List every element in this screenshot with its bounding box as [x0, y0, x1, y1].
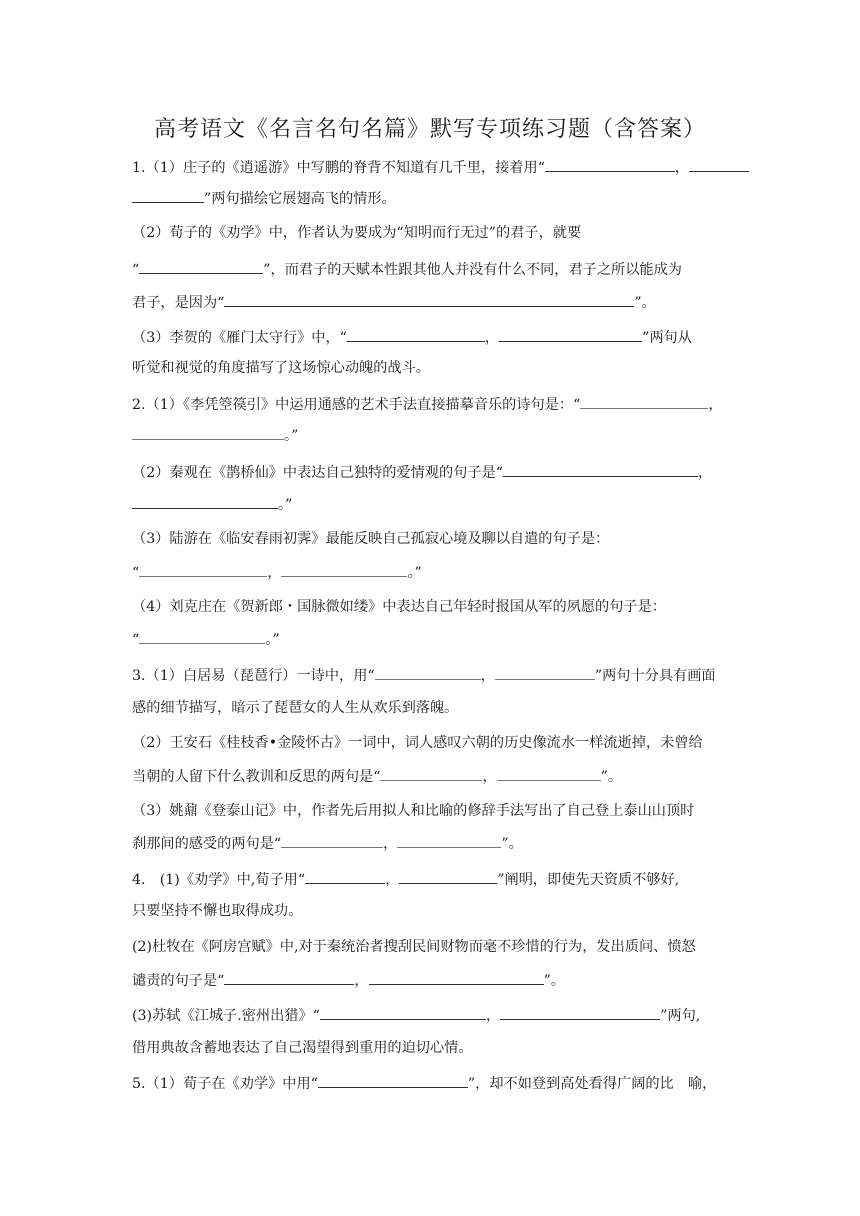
question-text: 当朝的人留下什么教训和反思的两句是“ — [132, 769, 381, 785]
question-text: 谴责的句子是“ — [132, 973, 225, 989]
question-text: ， — [354, 973, 369, 989]
question-line — [132, 425, 298, 446]
question-text: （2）王安石《桂枝香•金陵怀古》一词中，词人感叹六朝的历史像流水一样流逝掉，未曾给 — [132, 735, 703, 751]
answer-blank[interactable] — [132, 188, 204, 203]
question-text: 5.（1）荀子在《劝学》中用“ — [132, 1076, 318, 1092]
answer-blank[interactable] — [545, 157, 675, 172]
answer-blank[interactable] — [139, 629, 265, 644]
question-text: 只要坚持不懈也取得成功。 — [132, 903, 303, 919]
answer-blank[interactable] — [380, 766, 482, 781]
question-line — [132, 292, 656, 313]
question-line — [132, 733, 703, 753]
question-line — [132, 394, 723, 415]
answer-blank[interactable] — [369, 970, 544, 985]
answer-blank[interactable] — [503, 462, 698, 477]
question-text: 1.（1）庄子的《逍遥游》中写鹏的脊背不知道有几千里，接着用“ — [132, 160, 545, 176]
question-text: (3)苏轼《江城子.密州出猎》“ — [132, 1008, 320, 1024]
question-text: 。” — [284, 428, 299, 444]
question-text: 听觉和视觉的角度描写了这场惊心动魄的战斗。 — [132, 360, 430, 376]
question-text: “ — [132, 632, 140, 648]
question-line — [132, 327, 692, 348]
question-text: ”。 — [543, 973, 566, 989]
question-text: “ — [132, 262, 140, 278]
question-text: （3）李贺的《雁门太守行》中，“ — [132, 330, 347, 346]
answer-blank[interactable] — [281, 562, 407, 577]
question-text: （3）姚鼐《登泰山记》中，作者先后用拟人和比喻的修辞手法写出了自己登上泰山山顶时 — [132, 803, 695, 819]
answer-blank[interactable] — [689, 157, 749, 172]
question-text: （4）刘克庄在《贺新郎・国脉微如缕》中表达自己年轻时报国从军的夙愿的句子是： — [132, 599, 666, 615]
question-text: 感的细节描写，暗示了琵琶女的人生从欢乐到落魄。 — [132, 700, 459, 716]
question-text: ， — [484, 330, 500, 346]
question-text: 。” — [265, 632, 280, 648]
answer-blank[interactable] — [139, 562, 267, 577]
question-text: ”阐明，即使先天资质不够好, — [497, 872, 680, 888]
question-text: 君子，是因为“ — [132, 295, 225, 311]
question-line — [132, 223, 581, 243]
question-line — [132, 937, 696, 957]
answer-blank[interactable] — [397, 833, 501, 848]
question-text: 。” — [407, 565, 422, 581]
question-text: ， — [480, 668, 495, 684]
question-text: ， — [708, 397, 723, 413]
question-line — [132, 529, 609, 549]
question-text: ”。 — [634, 295, 656, 311]
question-text: 。” — [278, 497, 293, 513]
question-line — [132, 833, 523, 854]
answer-blank[interactable] — [318, 1073, 468, 1088]
question-text: ”两句, — [660, 1008, 701, 1024]
question-text: 2.（1）《李凭箜篌引》中运用通感的艺术手法直接描摹音乐的诗句是：“ — [132, 397, 581, 413]
question-line — [132, 259, 682, 280]
answer-blank[interactable] — [224, 292, 634, 307]
question-text: ”两句十分具有画面 — [594, 668, 716, 684]
question-line — [132, 801, 694, 821]
question-line — [132, 698, 458, 718]
question-text: ”，而君子的天赋本性跟其他人并没有什么不同，君子之所以能成为 — [263, 262, 682, 278]
question-text: ， — [482, 769, 497, 785]
question-line — [132, 1038, 473, 1058]
answer-blank[interactable] — [132, 425, 284, 440]
question-line — [132, 494, 292, 515]
question-text: 借用典故含蓄地表达了自己渴望得到重用的迫切心情。 — [132, 1040, 473, 1056]
question-text: “ — [132, 565, 140, 581]
question-text: 刹那间的感受的两句是“ — [132, 836, 282, 852]
answer-blank[interactable] — [347, 327, 485, 342]
question-line — [132, 157, 749, 178]
answer-blank[interactable] — [281, 833, 383, 848]
question-line — [132, 1005, 700, 1026]
question-text: ”两句从 — [642, 330, 692, 346]
question-text: ”，却不如登到高处看得广阔的比 喻， — [467, 1076, 717, 1092]
question-line — [132, 766, 622, 787]
question-line — [132, 869, 679, 890]
question-text: ， — [697, 465, 713, 481]
answer-blank[interactable] — [399, 869, 497, 884]
question-line — [132, 562, 422, 583]
question-line — [132, 188, 396, 209]
question-text: ”两句描绘它展翅高飞的情形。 — [204, 191, 396, 207]
document-title: 高考语文《名言名句名篇》默写专项练习题（含答案） — [153, 117, 706, 142]
answer-blank[interactable] — [139, 259, 263, 274]
answer-blank[interactable] — [224, 970, 354, 985]
question-line — [132, 1073, 716, 1094]
answer-blank[interactable] — [499, 327, 642, 342]
answer-blank[interactable] — [320, 1005, 486, 1020]
question-line — [132, 358, 430, 378]
question-text: ， — [385, 872, 400, 888]
answer-blank[interactable] — [132, 494, 278, 509]
question-text: ”。 — [600, 769, 623, 785]
question-line — [132, 462, 712, 483]
question-text: （2）荀子的《劝学》中，作者认为要成为“知明而行无过”的君子，就要 — [132, 225, 582, 241]
question-text: （2）秦观在《鹊桥仙》中表达自己独特的爱情观的句子是“ — [132, 465, 503, 481]
question-text: （3）陆游在《临安春雨初霁》最能反映自己孤寂心境及聊以自遣的句子是： — [132, 531, 610, 547]
answer-blank[interactable] — [495, 665, 595, 680]
question-text: ， — [674, 160, 690, 176]
answer-blank[interactable] — [305, 869, 385, 884]
question-line — [132, 629, 280, 650]
answer-blank[interactable] — [500, 1005, 660, 1020]
question-text: (2)杜牧在《阿房宫赋》中,对于秦统治者搜刮民间财物而毫不珍惜的行为，发出质问、愤怒 — [132, 939, 696, 955]
question-text: ， — [383, 836, 398, 852]
question-text: ”。 — [501, 836, 523, 852]
question-text: 4. (1)《劝学》中,荀子用“ — [132, 872, 306, 888]
answer-blank[interactable] — [497, 766, 601, 781]
question-text: ， — [485, 1008, 501, 1024]
question-text: ， — [267, 565, 282, 581]
answer-blank[interactable] — [580, 394, 708, 409]
question-text: 3.（1）白居易（琵琶行）一诗中，用“ — [132, 668, 375, 684]
question-line — [132, 665, 716, 686]
question-line — [132, 901, 302, 921]
question-line — [132, 597, 666, 617]
question-line — [132, 970, 565, 991]
answer-blank[interactable] — [375, 665, 481, 680]
